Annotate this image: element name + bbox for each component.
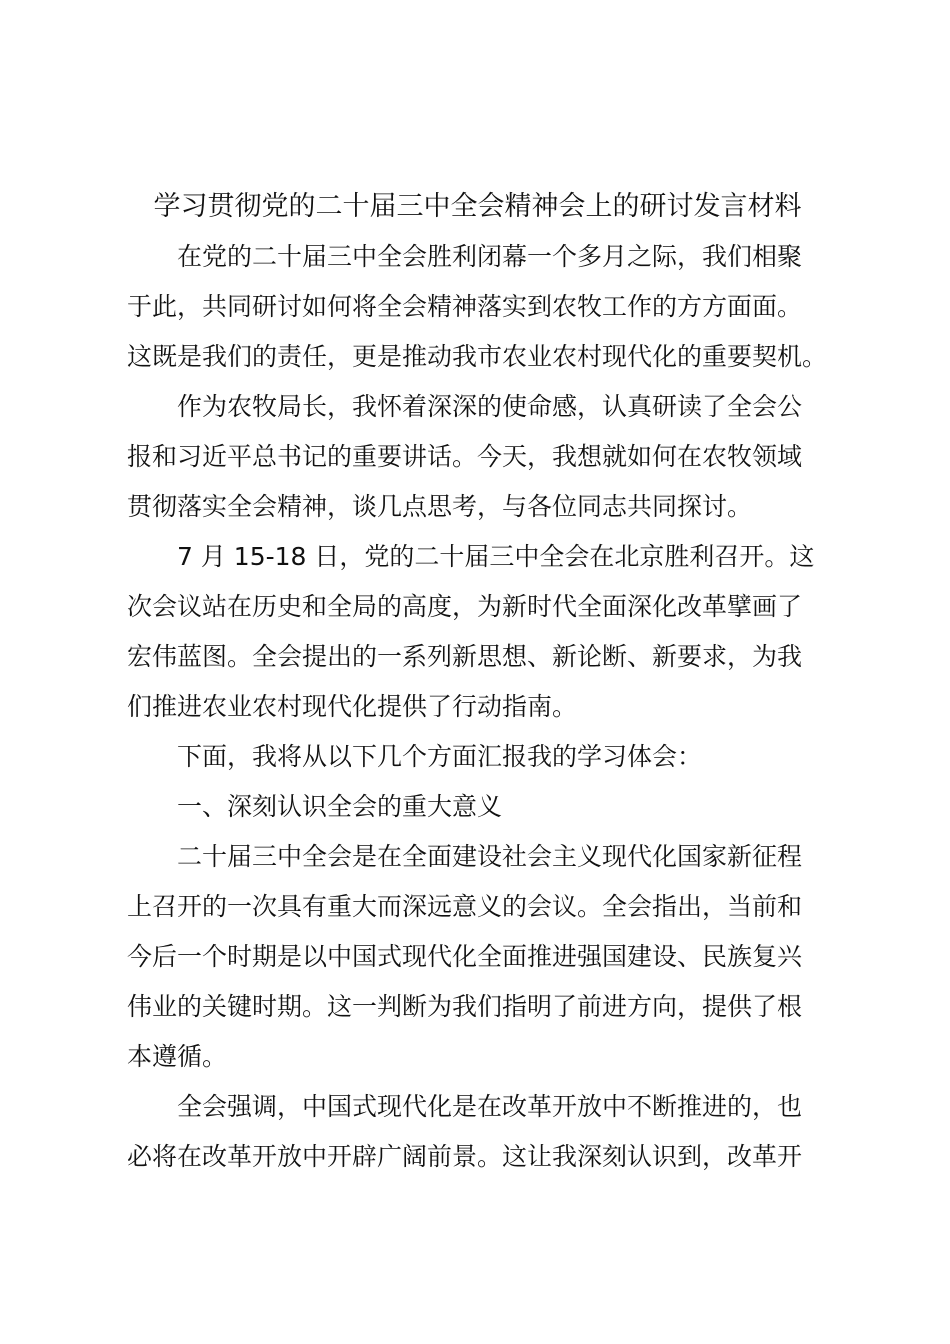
section-heading-1: 一、深刻认识全会的重大意义	[177, 792, 503, 821]
document-title: 学习贯彻党的二十届三中全会精神会上的研讨发言材料	[153, 191, 802, 222]
body-line-17: 本遵循。	[127, 1042, 228, 1071]
document-body	[127, 232, 832, 1182]
body-line-16: 伟业的关键时期。这一判断为我们指明了前进方向，提供了根	[127, 992, 803, 1021]
body-line-15: 今后一个时期是以中国式现代化全面推进强国建设、民族复兴	[127, 942, 803, 971]
body-line-5: 报和习近平总书记的重要讲话。今天，我想就如何在农牧领域	[127, 442, 803, 471]
body-line-11: 下面，我将从以下几个方面汇报我的学习体会：	[177, 742, 703, 771]
body-line-9: 宏伟蓝图。全会提出的一系列新思想、新论断、新要求，为我	[127, 642, 803, 671]
body-line-6: 贯彻落实全会精神，谈几点思考，与各位同志共同探讨。	[127, 492, 753, 521]
body-line-3: 这既是我们的责任，更是推动我市农业农村现代化的重要契机。	[127, 342, 828, 371]
body-line-2: 于此，共同研讨如何将全会精神落实到农牧工作的方方面面。	[127, 292, 803, 321]
body-line-7: 7 月 15-18 日，党的二十届三中全会在北京胜利召开。这	[177, 542, 815, 571]
body-line-18: 全会强调，中国式现代化是在改革开放中不断推进的，也	[177, 1092, 803, 1121]
body-line-13: 二十届三中全会是在全面建设社会主义现代化国家新征程	[177, 842, 803, 871]
body-line-1: 在党的二十届三中全会胜利闭幕一个多月之际，我们相聚	[177, 242, 803, 271]
body-line-10: 们推进农业农村现代化提供了行动指南。	[127, 692, 578, 721]
body-line-8: 次会议站在历史和全局的高度，为新时代全面深化改革擘画了	[127, 592, 803, 621]
body-line-4: 作为农牧局长，我怀着深深的使命感，认真研读了全会公	[177, 392, 803, 421]
body-line-14: 上召开的一次具有重大而深远意义的会议。全会指出，当前和	[127, 892, 803, 921]
body-line-19: 必将在改革开放中开辟广阔前景。这让我深刻认识到，改革开	[127, 1142, 803, 1171]
